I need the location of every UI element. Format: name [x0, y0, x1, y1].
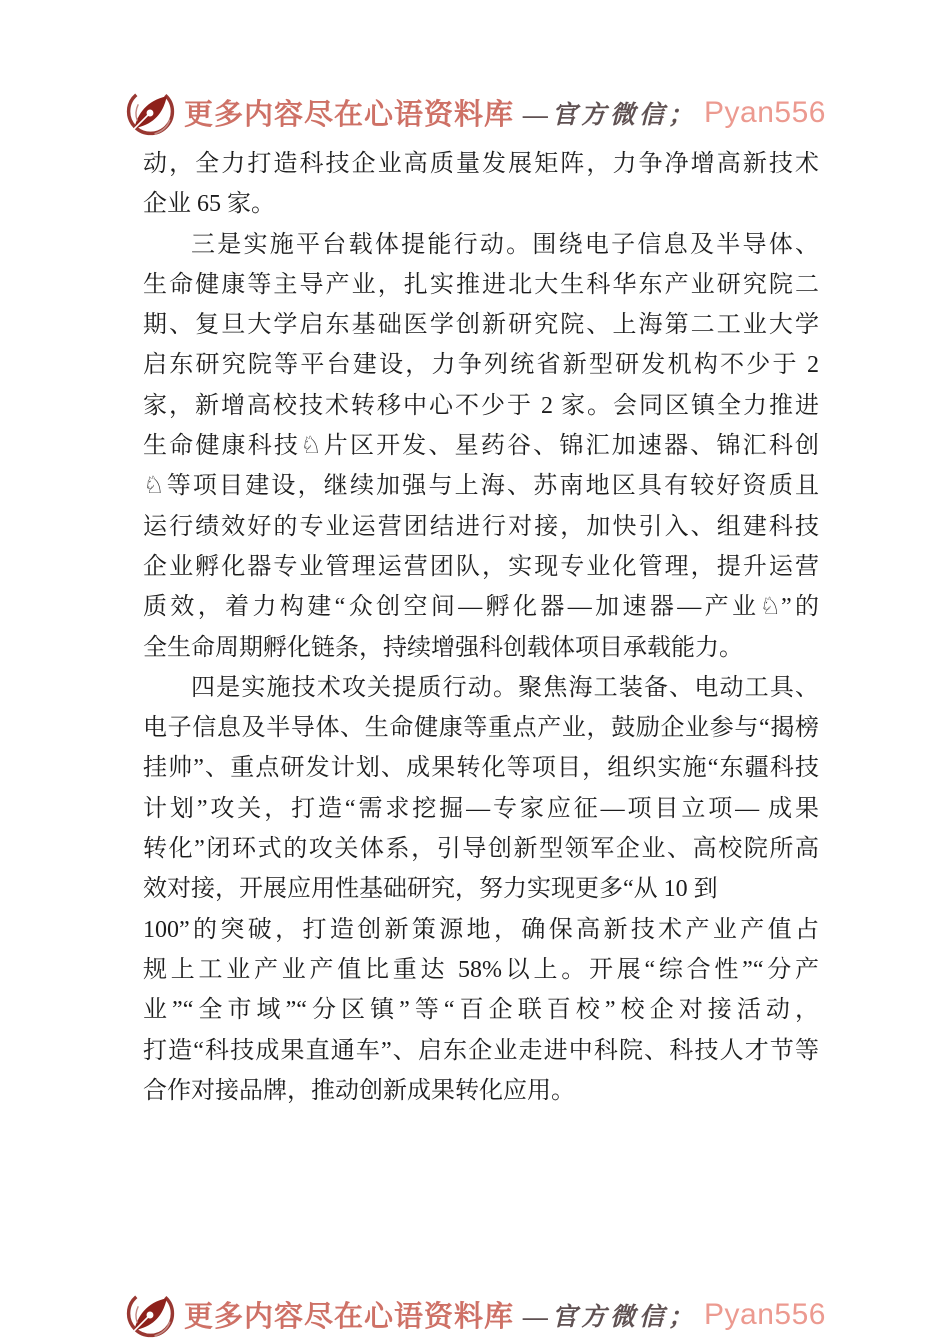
- text-line: 规上工业产业产值比重达 58%以上。开展“综合性”“分产: [143, 956, 819, 983]
- text-line: 质效，着力构建“众创空间—孵化器—加速器—产业♘”的: [143, 594, 819, 621]
- watermark-brand-text: 更多内容尽在心语资料库: [184, 99, 515, 131]
- text-line: 动，全力打造科技企业高质量发展矩阵，力争净增高新技术: [143, 151, 819, 177]
- text-line: 期、复旦大学启东基础医学创新研究院、上海第二工业大学: [143, 312, 819, 339]
- pen-nib-logo-icon: [124, 86, 177, 139]
- text-line: 合作对接品牌，推动创新成果转化应用。: [143, 1077, 575, 1104]
- paragraph: [143, 225, 819, 668]
- text-line: 运行绩效好的专业运营团结进行对接，加快引入、组建科技: [143, 513, 819, 540]
- watermark-account-id: Pyan556: [704, 1297, 826, 1331]
- text-line: 企业 65 家。: [143, 191, 275, 218]
- text-line: 打造“科技成果直通车”、启东企业走进中科院、科技人才节等: [143, 1037, 819, 1064]
- text-line: 挂帅”、重点研发计划、成果转化等项目，组织实施“东疆科技: [143, 755, 819, 782]
- text-line: 生命健康科技♘片区开发、星药谷、锦汇加速器、锦汇科创: [143, 433, 819, 460]
- watermark-header: [0, 86, 950, 139]
- watermark-account-id: Pyan556: [704, 95, 826, 129]
- watermark-brand-text: 更多内容尽在心语资料库: [184, 1301, 515, 1333]
- text-line: 家，新增高校技术转移中心不少于 2 家。会同区镇全力推进: [143, 392, 819, 419]
- pen-nib-logo-icon: [124, 1288, 177, 1341]
- paragraph: [143, 144, 819, 225]
- text-line: 电子信息及半导体、生命健康等重点产业，鼓励企业参与“揭榜: [143, 715, 819, 742]
- text-line: 100”的突破，打造创新策源地，确保高新技术产业产值占: [143, 916, 819, 943]
- text-line: ♘等项目建设，继续加强与上海、苏南地区具有较好资质且: [143, 473, 819, 500]
- watermark-channel-text: —官方微信；: [523, 1303, 698, 1331]
- text-line: 企业孵化器专业管理运营团队，实现专业化管理，提升运营: [143, 553, 819, 580]
- text-line: 效对接，开展应用性基础研究，努力实现更多“从 10 到: [143, 876, 718, 903]
- text-line: 生命健康等主导产业，扎实推进北大生科华东产业研究院二: [143, 271, 819, 298]
- text-line: 全生命周期孵化链条，持续增强科创载体项目承载能力。: [143, 634, 743, 661]
- paragraph: [143, 668, 819, 1111]
- text-line: 计划”攻关，打造“需求挖掘—专家应征—项目立项— 成果: [143, 795, 819, 822]
- text-line: 转化”闭环式的攻关体系，引导创新型领军企业、高校院所高: [143, 836, 819, 863]
- text-line: 三是实施平台载体提能行动。围绕电子信息及半导体、: [191, 231, 819, 258]
- watermark-channel-text: —官方微信；: [523, 101, 698, 129]
- watermark-footer: [0, 1288, 950, 1341]
- text-line: 业”“全市域”“分区镇”等“百企联百校”校企对接活动，: [143, 997, 819, 1024]
- text-line: 四是实施技术攻关提质行动。聚焦海工装备、电动工具、: [191, 674, 819, 701]
- text-line: 启东研究院等平台建设，力争列统省新型研发机构不少于 2: [143, 352, 819, 379]
- document-body: [143, 144, 819, 1111]
